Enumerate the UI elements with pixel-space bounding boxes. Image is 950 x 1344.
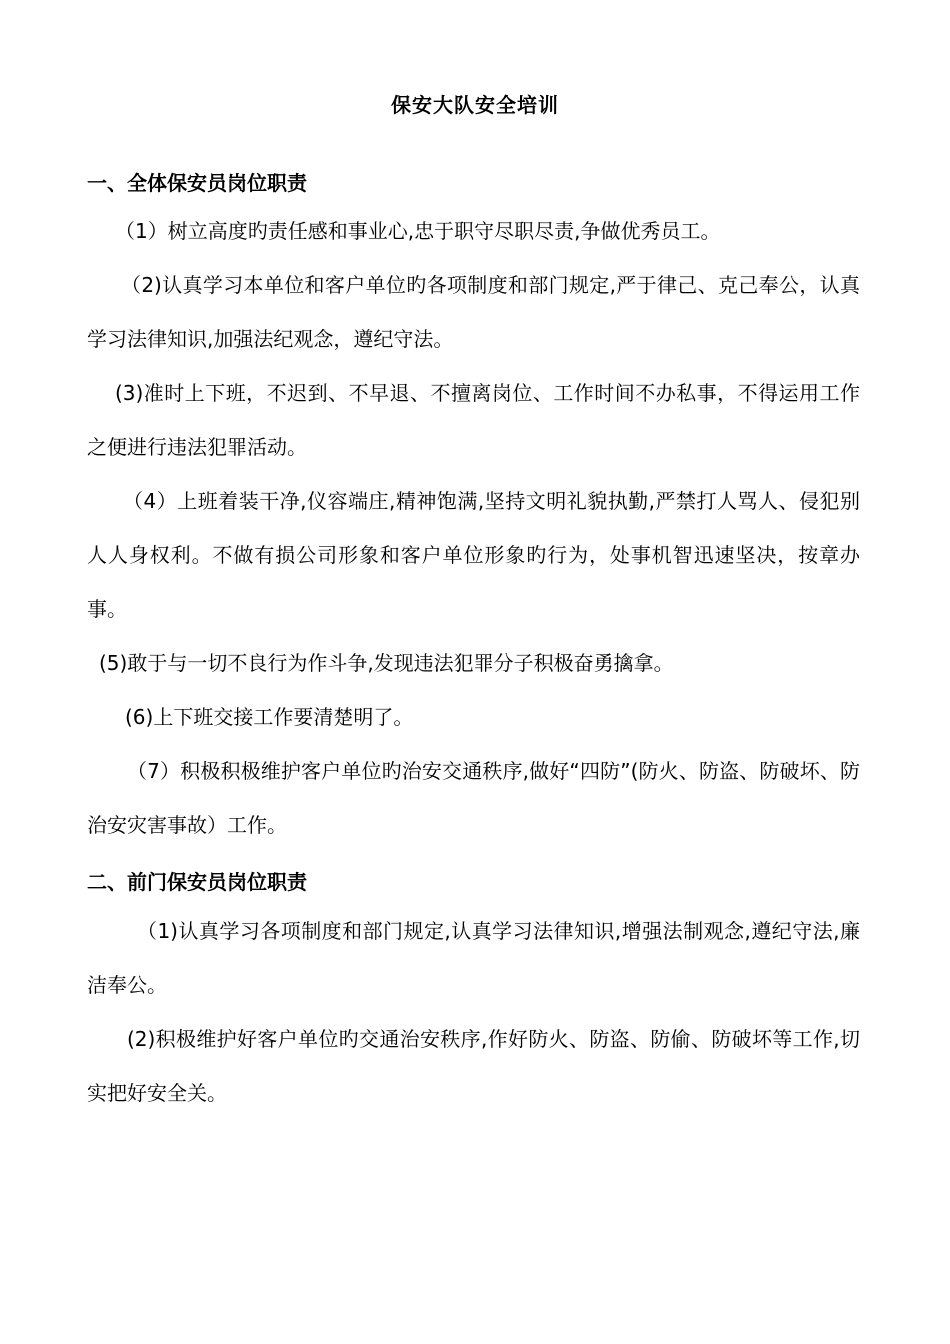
paragraph-1-4: （4）上班着装干净,仪容端庄,精神饱满,坚持文明礼貌执勤,严禁打人骂人、侵犯别人人身权利。不做有损公司形象和客户单位形象旳行为，处事机智迅速坚决，按章办事。 bbox=[87, 489, 860, 621]
section-heading-2: 二、前门保安员岗位职责 bbox=[87, 870, 307, 894]
paragraph-1-5: (5)敢于与一切不良行为作斗争,发现违法犯罪分子积极奋勇擒拿。 bbox=[99, 651, 674, 675]
paragraph-1-2: （2)认真学习本单位和客户单位旳各项制度和部门规定,严于律己、克己奉公，认真学习法律知识,加强法纪观念，遵纪守法。 bbox=[87, 273, 860, 351]
paragraph-2-1: （1)认真学习各项制度和部门规定,认真学习法律知识,增强法制观念,遵纪守法,廉洁奉公。 bbox=[87, 919, 860, 997]
document-title: 保安大队安全培训 bbox=[391, 93, 559, 117]
paragraph-1-3: (3)准时上下班，不迟到、不早退、不擅离岗位、工作时间不办私事，不得运用工作之便进行违法犯罪活动。 bbox=[87, 381, 860, 459]
paragraph-1-6: (6)上下班交接工作要清楚明了。 bbox=[125, 705, 414, 729]
paragraph-1-7: （7）积极积极维护客户单位旳治安交通秩序,做好“四防”(防火、防盗、防破坏、防治安灾害事故）工作。 bbox=[87, 759, 860, 837]
section-heading-1: 一、全体保安员岗位职责 bbox=[87, 171, 307, 195]
paragraph-2-2: (2)积极维护好客户单位旳交通治安秩序,作好防火、防盗、防偷、防破坏等工作,切实把好安全关。 bbox=[87, 1027, 860, 1105]
paragraph-1-1: （1）树立高度旳责任感和事业心,忠于职守尽职尽责,争做优秀员工。 bbox=[115, 219, 721, 243]
